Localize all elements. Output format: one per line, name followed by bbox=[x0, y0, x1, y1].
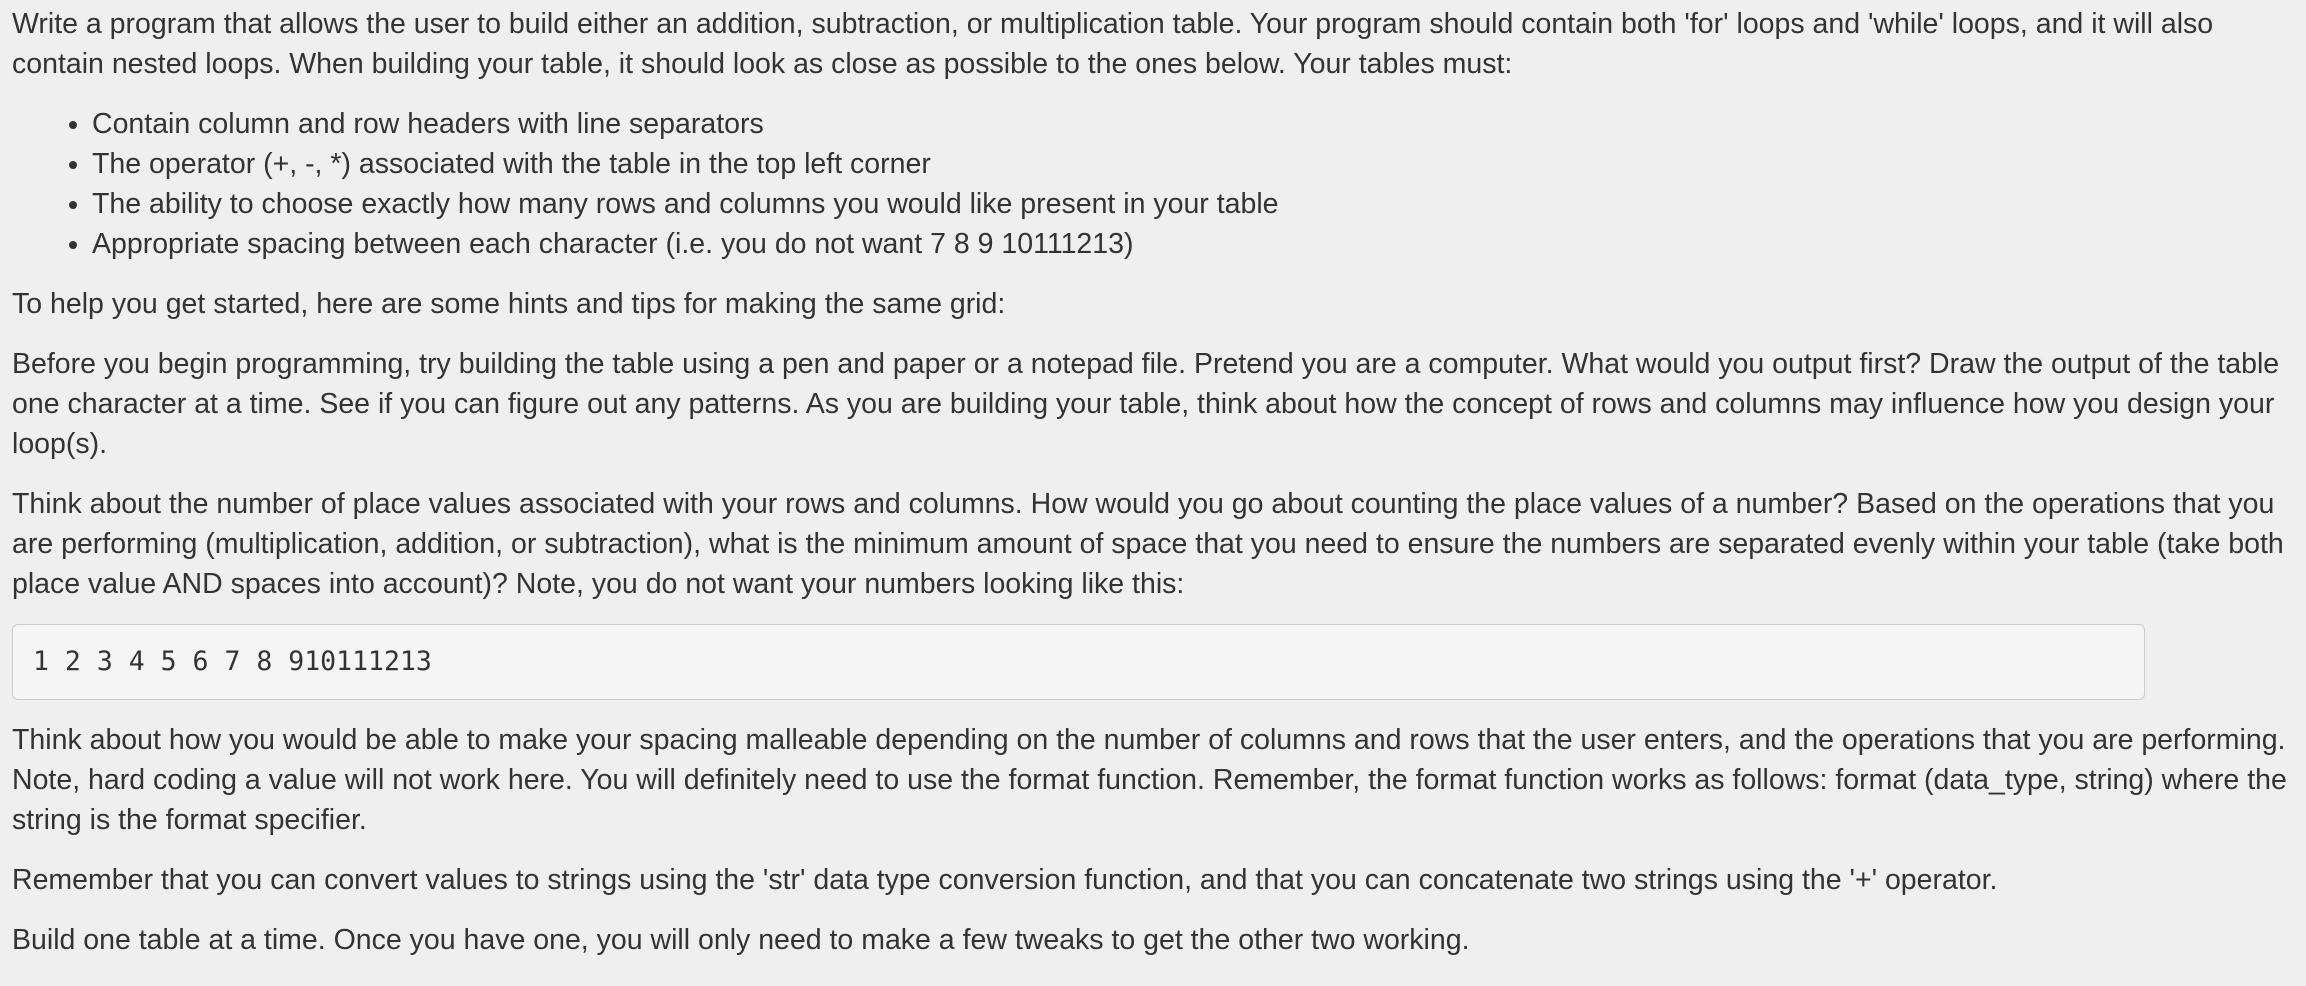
requirement-item: • Appropriate spacing between each character (i.e. you do not want 7 8 9 10111213) bbox=[92, 224, 2292, 264]
build-one-table-paragraph: Build one table at a time. Once you have one, you will only need to make a few tweaks to get the other two working. bbox=[12, 924, 1470, 956]
str-conversion-paragraph: Remember that you can convert values to strings using the 'str' data type conversion function, and that you can concatenate two strings using the '+' operator. bbox=[12, 864, 1998, 896]
requirement-item: • Contain column and row headers with line separators bbox=[92, 104, 2292, 144]
before-programming-paragraph: Before you begin programming, try building the table using a pen and paper or a notepad file. Pretend you are a computer. What would you output first? Draw the output of the table one character at a time. See if you can figure out any patterns. As you are building your table, think about how the concept of rows and columns may influence how you design your loop(s). bbox=[12, 348, 2280, 460]
intro-paragraph: Write a program that allows the user to build either an addition, subtraction, or multiplication table. Your program should contain both 'for' loops and 'while' loops, and it will also contain nested loops. When building your table, it should look as close as possible to the ones below. Your tables must: bbox=[12, 8, 2214, 80]
spacing-paragraph: Think about how you would be able to make your spacing malleable depending on the number of columns and rows that the user enters, and the operations that you are performing. Note, hard coding a value will not work here. You will definitely need to use the format function. Remember, the format function works as follows: format (data_type, string) where the string is the format specifier. bbox=[12, 724, 2287, 836]
place-values-paragraph: Think about the number of place values associated with your rows and columns. How would you go about counting the place values of a number? Based on the operations that you are performing (multiplication, addition, or subtraction), what is the minimum amount of space that you need to ensure the numbers are separated evenly within your table (take both place value AND spaces into account)? Note, you do not want your numbers looking like this: bbox=[12, 488, 2284, 600]
hints-intro-paragraph: To help you get started, here are some hints and tips for making the same grid: bbox=[12, 288, 1006, 320]
requirement-item: • The operator (+, -, *) associated with the table in the top left corner bbox=[92, 144, 2292, 184]
requirement-item: • The ability to choose exactly how many rows and columns you would like present in your table bbox=[92, 184, 2292, 224]
requirements-list bbox=[12, 104, 2292, 264]
assignment-content bbox=[12, 4, 2292, 980]
code-example-block: 1 2 3 4 5 6 7 8 910111213 bbox=[12, 624, 2145, 700]
